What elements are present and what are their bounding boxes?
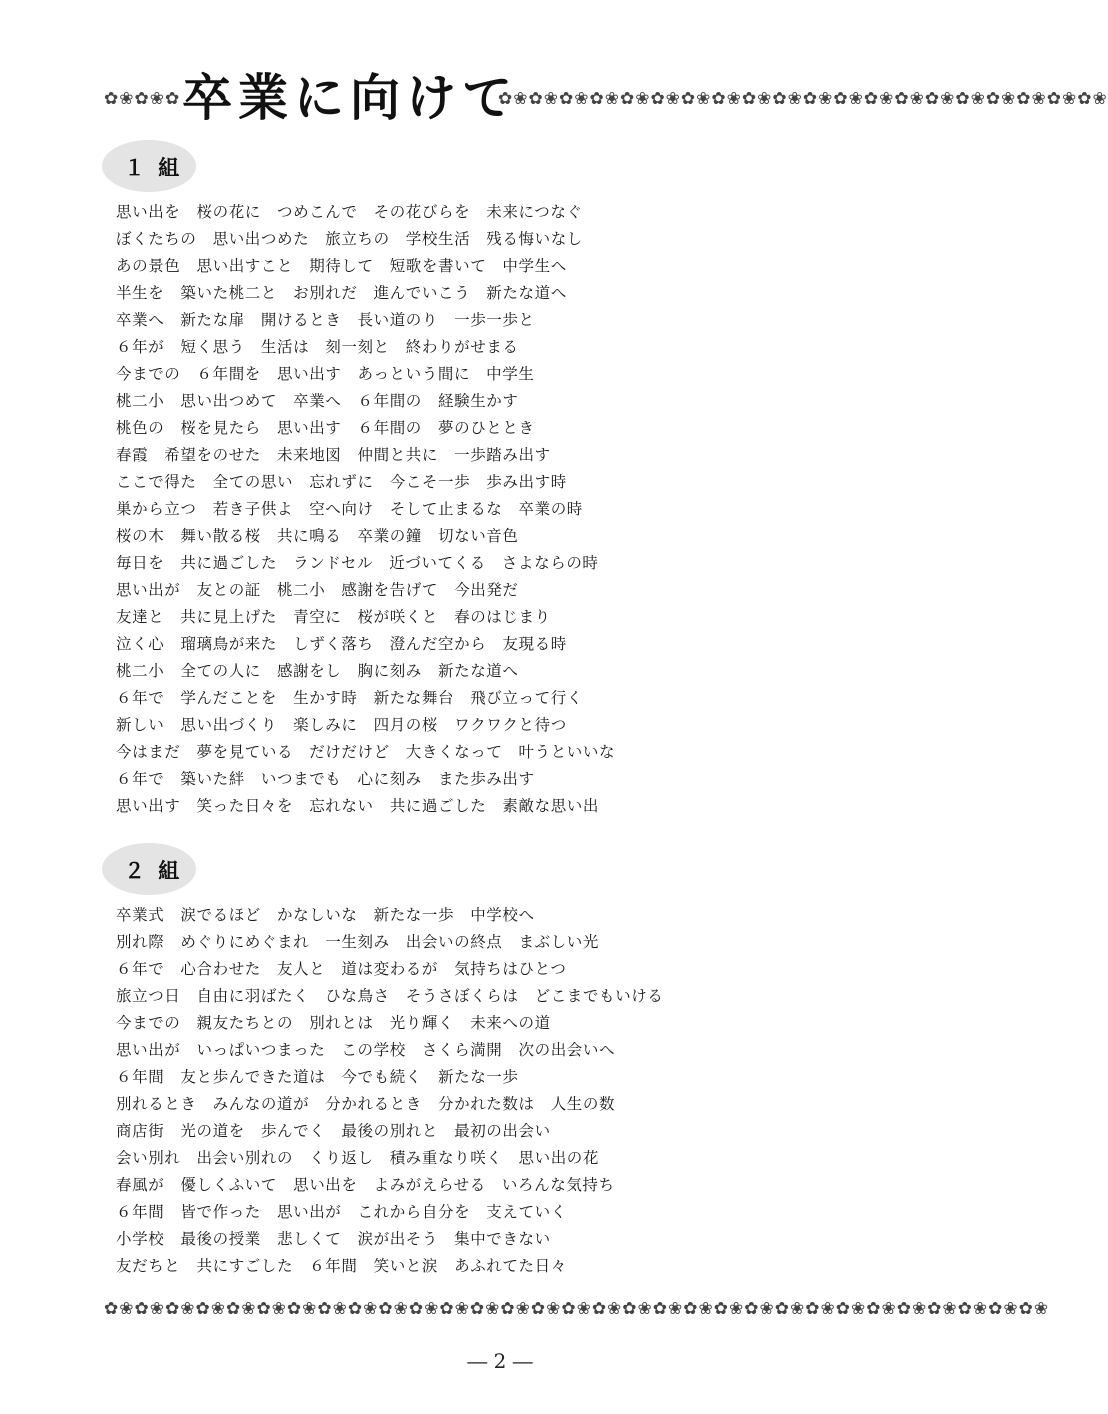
- poem-line: 桜の木 舞い散る桜 共に鳴る 卒業の鐘 切ない音色: [116, 527, 519, 545]
- poem-line: 泣く心 瑠璃鳥が来た しずく落ち 澄んだ空から 友現る時: [116, 635, 567, 653]
- decorative-border-top-left: ✿❀✿❀✿: [104, 89, 181, 109]
- poem-line: 卒業へ 新たな扉 開けるとき 長い道のり 一歩一歩と: [116, 311, 535, 329]
- decorative-border-bottom: ✿❀✿❀✿❀✿❀✿❀✿❀✿❀✿❀✿❀✿❀✿❀✿❀✿❀✿❀✿❀✿❀✿❀✿❀✿❀✿❀✿❀✿❀✿❀✿❀✿❀✿❀✿❀✿❀✿❀✿❀✿❀: [104, 1299, 1050, 1319]
- poem-line: 毎日を 共に過ごした ランドセル 近づいてくる さよならの時: [116, 554, 599, 572]
- poem-line: 思い出が いっぱいつまった この学校 さくら満開 次の出会いへ: [116, 1041, 616, 1059]
- poem-line: 今はまだ 夢を見ている だけだけど 大きくなって 叶うといいな: [116, 743, 616, 761]
- poem-line: ６年で 学んだことを 生かす時 新たな舞台 飛び立って行く: [116, 689, 583, 707]
- poem-line: 新しい 思い出づくり 楽しみに 四月の桜 ワクワクと待つ: [116, 716, 567, 734]
- poem-line: 桃色の 桜を見たら 思い出す ６年間の 夢のひととき: [116, 419, 535, 437]
- poem-list-class-1: [116, 199, 615, 820]
- section-header-class-2: [102, 843, 196, 895]
- poem-line: 小学校 最後の授業 悲しくて 涙が出そう 集中できない: [116, 1230, 551, 1248]
- poem-line: 友だちと 共にすごした ６年間 笑いと涙 あふれてた日々: [116, 1257, 567, 1275]
- page-number: ― 2 ―: [467, 1349, 533, 1373]
- section-header-class-1: [102, 140, 196, 192]
- poem-line: ６年間 皆で作った 思い出が これから自分を 支えていく: [116, 1203, 567, 1221]
- poem-line: ６年で 心合わせた 友人と 道は変わるが 気持ちはひとつ: [116, 960, 567, 978]
- poem-line: 春風が 優しくふいて 思い出を よみがえらせる いろんな気持ち: [116, 1176, 615, 1194]
- poem-line: 今までの 親友たちとの 別れとは 光り輝く 未来への道: [116, 1014, 551, 1032]
- poem-line: ６年が 短く思う 生活は 刻一刻と 終わりがせまる: [116, 338, 519, 356]
- poem-line: 半生を 築いた桃二と お別れだ 進んでいこう 新たな道へ: [116, 284, 567, 302]
- section-label: ２ 組: [124, 859, 183, 883]
- page-title: 卒業に向けて: [182, 69, 518, 127]
- poem-line: あの景色 思い出すこと 期待して 短歌を書いて 中学生へ: [116, 257, 567, 275]
- poem-line: 桃二小 全ての人に 感謝をし 胸に刻み 新たな道へ: [116, 662, 519, 680]
- poem-line: 別れるとき みんなの道が 分かれるとき 分かれた数は 人生の数: [116, 1095, 616, 1113]
- poem-line: ここで得た 全ての思い 忘れずに 今こそ一歩 歩み出す時: [116, 473, 567, 491]
- poem-line: 思い出す 笑った日々を 忘れない 共に過ごした 素敵な思い出: [116, 797, 600, 815]
- decorative-border-top-right: ✿❀✿❀✿❀✿❀✿❀✿❀✿❀✿❀✿❀✿❀✿❀✿❀✿❀✿❀✿❀✿❀✿❀✿❀✿❀✿❀: [498, 89, 1108, 109]
- poem-line: 思い出が 友との証 桃二小 感謝を告げて 今出発だ: [116, 581, 519, 599]
- poem-line: 卒業式 涙でるほど かなしいな 新たな一歩 中学校へ: [116, 906, 535, 924]
- poem-line: 旅立つ日 自由に羽ばたく ひな鳥さ そうさぼくらは どこまでもいける: [116, 987, 664, 1005]
- poem-line: 巣から立つ 若き子供よ 空へ向け そして止まるな 卒業の時: [116, 500, 583, 518]
- poem-line: 桃二小 思い出つめて 卒業へ ６年間の 経験生かす: [116, 392, 519, 410]
- poem-line: 別れ際 めぐりにめぐまれ 一生刻み 出会いの終点 まぶしい光: [116, 933, 600, 951]
- section-label: １ 組: [124, 156, 183, 180]
- poem-list-class-2: [116, 902, 663, 1280]
- poem-line: 商店街 光の道を 歩んでく 最後の別れと 最初の出会い: [116, 1122, 551, 1140]
- poem-line: ぼくたちの 思い出つめた 旅立ちの 学校生活 残る悔いなし: [116, 230, 583, 248]
- poem-line: 今までの ６年間を 思い出す あっという間に 中学生: [116, 365, 535, 383]
- poem-line: 会い別れ 出会い別れの くり返し 積み重なり咲く 思い出の花: [116, 1149, 600, 1167]
- poem-line: ６年間 友と歩んできた道は 今でも続く 新たな一歩: [116, 1068, 519, 1086]
- poem-line: 春霞 希望をのせた 未来地図 仲間と共に 一歩踏み出す: [116, 446, 551, 464]
- poem-line: ６年で 築いた絆 いつまでも 心に刻み また歩み出す: [116, 770, 535, 788]
- poem-line: 友達と 共に見上げた 青空に 桜が咲くと 春のはじまり: [116, 608, 551, 626]
- poem-line: 思い出を 桜の花に つめこんで その花びらを 未来につなぐ: [116, 203, 583, 221]
